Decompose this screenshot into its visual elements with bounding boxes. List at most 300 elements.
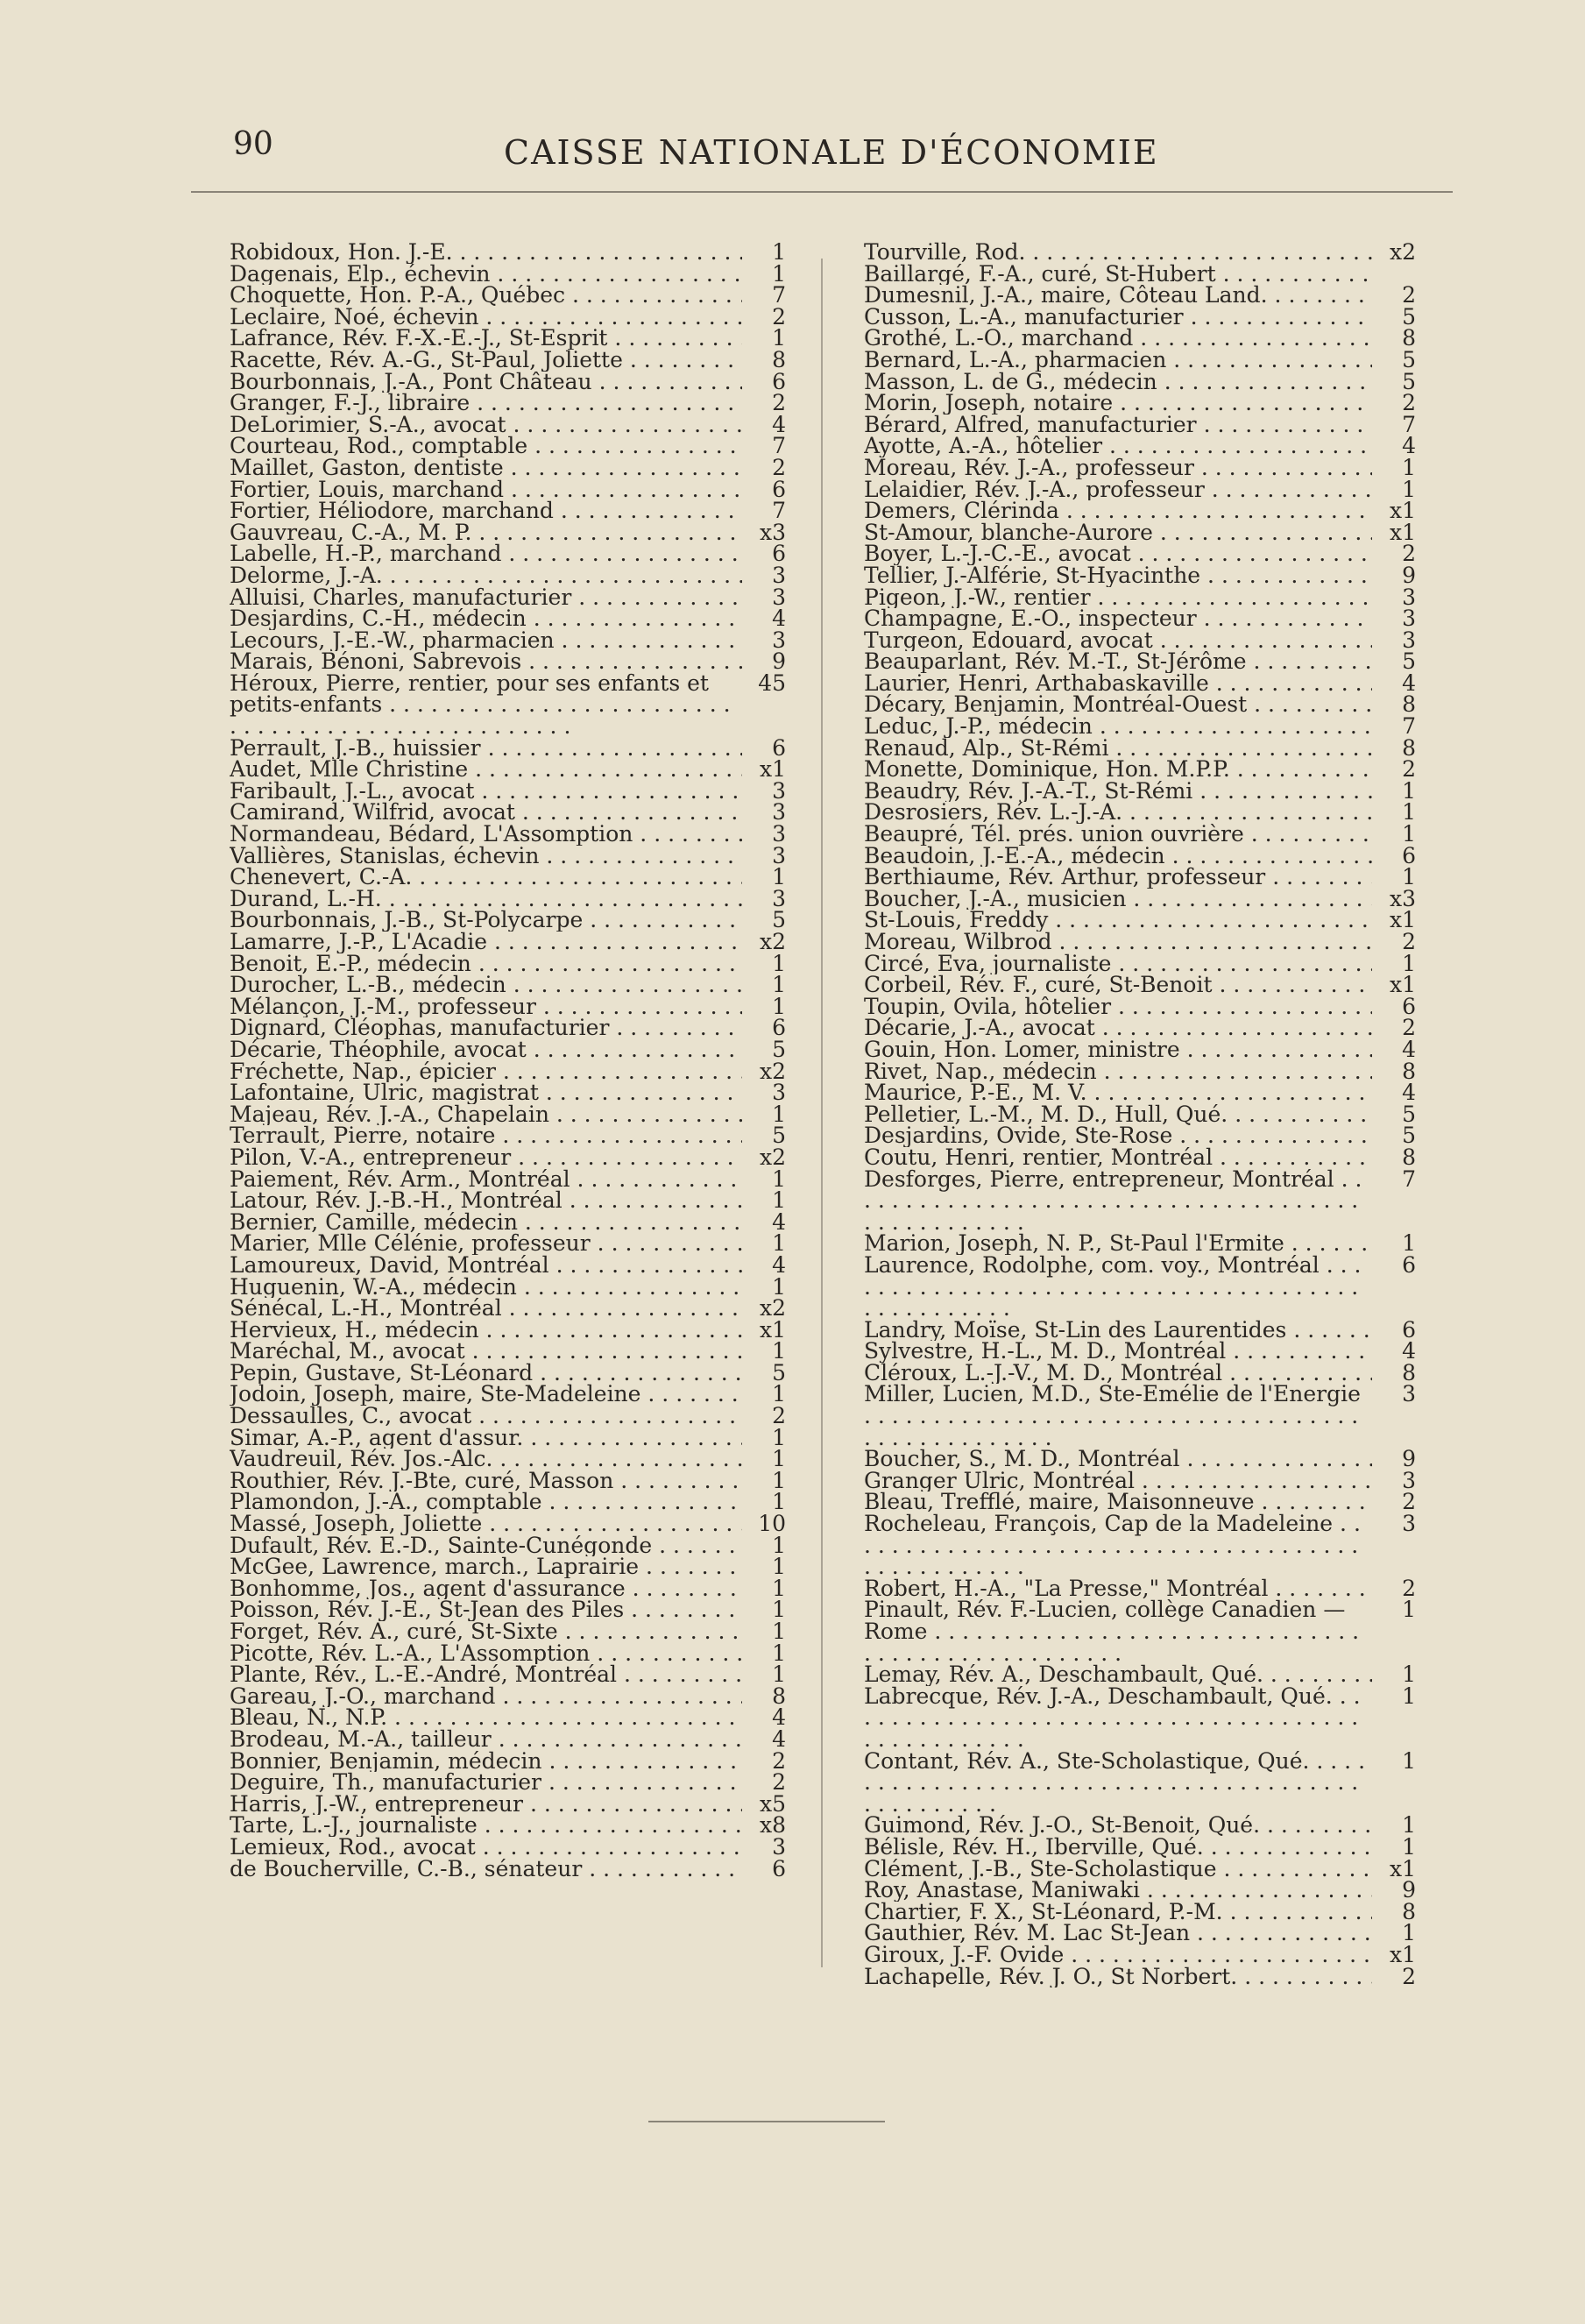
list-item [230, 390, 786, 416]
entry-count: x1 [1389, 972, 1416, 998]
right-column [864, 239, 1416, 1989]
entry-name: Beauparlant, Rév. M.-T., St-Jérôme . . . [864, 651, 1372, 673]
entry-name: Tourville, Rod. . . . [864, 242, 1372, 264]
entry-name: Pilon, V.-A., entrepreneur . . . [230, 1147, 742, 1169]
entry-count: 4 [772, 1251, 786, 1278]
entry-count: 8 [1402, 1359, 1416, 1385]
list-item [230, 1790, 786, 1817]
list-item [230, 584, 786, 610]
entry-count: 6 [772, 734, 786, 761]
entry-name: Toupin, Ovila, hôtelier . . . [864, 996, 1372, 1018]
entry-name: Demers, Clérinda . . . [864, 500, 1372, 522]
entry-count: 1 [1402, 476, 1416, 502]
list-item [864, 1575, 1416, 1601]
entry-count: 6 [1402, 1251, 1416, 1278]
entry-name: Dufault, Rév. E.-D., Sainte-Cunégonde . . . [230, 1535, 742, 1557]
entry-count: 1 [772, 993, 786, 1019]
entry-name: Harris, J.-W., entrepreneur . . . [230, 1794, 742, 1816]
entry-name: Vallières, Stanislas, échevin . . . [230, 846, 742, 868]
entry-name: Dumesnil, J.-A., maire, Côteau Land. . . . [864, 285, 1372, 307]
list-item [864, 1101, 1416, 1127]
list-item [864, 454, 1416, 480]
list-item [864, 1491, 1416, 1513]
entry-count: 1 [772, 1640, 786, 1666]
entry-name: Latour, Rév. J.-B.-H., Montréal . . . [230, 1190, 742, 1212]
entry-name: Plamondon, J.-A., comptable . . . [230, 1491, 742, 1513]
list-item [230, 670, 786, 738]
entry-name: Lecours, J.-E.-W., pharmacien . . . [230, 630, 742, 652]
entry-count: 5 [1402, 346, 1416, 372]
page-number: 90 [233, 126, 273, 162]
list-item [230, 543, 786, 565]
entry-name: Beaudry, Rév. J.-A.-T., St-Rémi . . . [864, 781, 1372, 803]
entry-name: Durand, L.-H. . . . [230, 889, 742, 910]
entry-name: Brodeau, M.-A., tailleur . . . [230, 1729, 742, 1751]
entry-name: Durocher, L.-B., médecin . . . [230, 974, 742, 996]
entry-count: 2 [1402, 282, 1416, 308]
entry-count: 1 [772, 1424, 786, 1450]
entry-name: Bourbonnais, J.-A., Pont Château . . . [230, 372, 742, 393]
entry-count: 5 [1402, 1123, 1416, 1149]
entry-name: Maurice, P.-E., M. V. . . . [864, 1082, 1372, 1104]
entry-count: 8 [1402, 1144, 1416, 1170]
list-item [864, 842, 1416, 868]
entry-count: 5 [772, 1359, 786, 1385]
entry-name: Audet, Mlle Christine . . . [230, 759, 742, 781]
entry-name: Bleau, N., N.P. . . . [230, 1707, 742, 1729]
list-item [864, 325, 1416, 351]
entry-name: Gareau, J.-O., marchand . . . [230, 1686, 742, 1708]
entry-count: 5 [772, 1036, 786, 1062]
entry-count: 5 [1402, 1101, 1416, 1127]
entry-count: x3 [1389, 885, 1416, 911]
list-item [864, 1467, 1416, 1493]
entry-count: 6 [772, 541, 786, 567]
entry-name: Fréchette, Nap., épicier . . . [230, 1061, 742, 1083]
entry-count: 8 [1402, 325, 1416, 351]
entry-name: Perrault, J.-B., huissier . . . [230, 738, 742, 760]
list-item [864, 1898, 1416, 1924]
entry-name: Roy, Anastase, Maniwaki . . . [864, 1880, 1372, 1902]
entry-name: Boucher, S., M. D., Montréal . . . [864, 1449, 1372, 1470]
list-item [230, 1424, 786, 1450]
list-item [230, 885, 786, 911]
list-item [864, 1338, 1416, 1364]
entry-count: 3 [1402, 584, 1416, 610]
header-rule [191, 191, 1453, 193]
entry-count: 4 [1402, 1338, 1416, 1364]
entry-name: Beaupré, Tél. prés. union ouvrière . . . [864, 824, 1372, 846]
entry-count: 1 [772, 1532, 786, 1558]
entry-name: Giroux, J.-F. Ovide . . . [864, 1945, 1372, 1966]
list-item [230, 368, 786, 394]
list-item [864, 1359, 1416, 1385]
entry-name: Forget, Rév. A., curé, St-Sixte . . . [230, 1621, 742, 1643]
entry-count: 4 [1402, 1080, 1416, 1106]
entry-count: 4 [772, 411, 786, 437]
entry-count: 1 [772, 1338, 786, 1364]
list-item [864, 519, 1416, 545]
entry-count: 1 [1402, 864, 1416, 890]
entry-name: Marier, Mlle Célénie, professeur . . . [230, 1233, 742, 1255]
list-item [230, 821, 786, 847]
list-item [230, 842, 786, 868]
entry-count: 1 [1402, 454, 1416, 480]
list-item [230, 1125, 786, 1147]
list-item [864, 433, 1416, 459]
entry-name: Jodoin, Joseph, maire, Ste-Madeleine . . . [230, 1384, 742, 1406]
entry-count: 3 [772, 777, 786, 804]
entry-count: 5 [772, 1123, 786, 1149]
entry-name: Miller, Lucien, M.D., Ste-Emélie de l'Energie . . . [864, 1384, 1372, 1449]
entry-name: Décarie, J.-A., avocat . . . [864, 1017, 1372, 1039]
entry-name: Marais, Bénoni, Sabrevois . . . [230, 651, 742, 673]
entry-count: 1 [1402, 1920, 1416, 1946]
list-item [230, 648, 786, 675]
list-item [864, 1747, 1416, 1816]
entry-count: x2 [759, 1058, 786, 1084]
entry-count: 1 [772, 1554, 786, 1580]
page-header [0, 126, 1585, 188]
list-item [230, 1316, 786, 1343]
entry-name: Picotte, Rév. L.-A., L'Assomption . . . [230, 1643, 742, 1665]
list-item [864, 282, 1416, 308]
list-item [864, 1963, 1416, 1989]
list-item [864, 777, 1416, 804]
entry-count: x8 [759, 1812, 786, 1839]
entry-name: Rocheleau, François, Cap de la Madeleine . . . [864, 1513, 1372, 1578]
entry-name: Leduc, J.-P., médecin . . . [864, 716, 1372, 738]
entry-count: 3 [1402, 1467, 1416, 1493]
entry-count: 6 [1402, 1316, 1416, 1343]
entry-count: 1 [772, 1273, 786, 1300]
list-item [864, 1381, 1416, 1449]
entry-count: 3 [772, 1833, 786, 1860]
entry-count: 1 [772, 1489, 786, 1515]
entry-name: Fortier, Louis, marchand . . . [230, 479, 742, 501]
list-item [230, 303, 786, 329]
entry-name: Faribault, J.-L., avocat . . . [230, 781, 742, 803]
list-item [230, 1513, 786, 1535]
list-item [230, 1640, 786, 1666]
entry-count: 1 [1402, 1662, 1416, 1688]
list-item [230, 1101, 786, 1127]
list-item [864, 1513, 1416, 1578]
entry-name: Bernard, L.-A., pharmacien . . . [864, 350, 1372, 372]
entry-name: Desrosiers, Rév. L.-J.-A. . . . [864, 802, 1372, 824]
entry-name: Granger Ulric, Montréal . . . [864, 1470, 1372, 1492]
entry-name: Monette, Dominique, Hon. M.P.P. . . . [864, 759, 1372, 781]
list-item [230, 1704, 786, 1731]
entry-name: McGee, Lawrence, march., Laprairie . . . [230, 1556, 742, 1578]
list-item [230, 1381, 786, 1407]
entry-count: 45 [758, 670, 786, 696]
entry-count: 3 [772, 885, 786, 911]
entry-name: Champagne, E.-O., inspecteur . . . [864, 608, 1372, 630]
entry-name: Guimond, Rév. J.-O., St-Benoit, Qué. . . . [864, 1815, 1372, 1837]
list-item [864, 1877, 1416, 1903]
list-item [864, 1855, 1416, 1881]
entry-count: 1 [1402, 950, 1416, 976]
entry-count: 4 [772, 606, 786, 632]
list-item [864, 1316, 1416, 1343]
entry-name: Desjardins, C.-H., médecin . . . [230, 608, 742, 630]
entry-name: Circé, Eva, journaliste . . . [864, 953, 1372, 975]
list-item [864, 1125, 1416, 1147]
entry-count: 3 [772, 584, 786, 610]
entry-name: Héroux, Pierre, rentier, pour ses enfants et petits-enfants . . . [230, 673, 742, 738]
entry-count: 2 [1402, 1015, 1416, 1041]
entry-count: 1 [1402, 1683, 1416, 1709]
entry-count: 8 [1402, 1058, 1416, 1084]
entry-count: x1 [1389, 1941, 1416, 1967]
entry-count: 8 [772, 346, 786, 372]
entry-name: Lamarre, J.-P., L'Acadie . . . [230, 932, 742, 953]
list-item [864, 627, 1416, 653]
entry-count: 1 [1402, 1230, 1416, 1257]
list-item [864, 691, 1416, 718]
list-item [230, 500, 786, 522]
entry-count: 4 [772, 1704, 786, 1731]
list-item [230, 1833, 786, 1860]
list-item [230, 1058, 786, 1084]
entry-count: 5 [1402, 648, 1416, 675]
entry-name: Courteau, Rod., comptable . . . [230, 436, 742, 457]
entry-name: Gauvreau, C.-A., M. P. . . . [230, 522, 742, 544]
entry-name: Lemieux, Rod., avocat . . . [230, 1837, 742, 1859]
entry-name: Majeau, Rév. J.-A., Chapelain . . . [230, 1104, 742, 1126]
list-item [230, 1467, 786, 1493]
entry-count: 1 [772, 1101, 786, 1127]
entry-count: 2 [772, 1403, 786, 1429]
entry-count: 8 [1402, 734, 1416, 761]
entry-count: 1 [1402, 1812, 1416, 1839]
entry-count: 2 [772, 1747, 786, 1774]
entry-count: 3 [1402, 606, 1416, 632]
entry-name: Berthiaume, Rév. Arthur, professeur . . . [864, 867, 1372, 889]
list-item [230, 1747, 786, 1774]
entry-count: 8 [772, 1683, 786, 1709]
list-item [864, 562, 1416, 588]
footer-rule [648, 2121, 885, 2122]
entry-count: 7 [772, 433, 786, 459]
list-item [864, 670, 1416, 696]
entry-count: 6 [1402, 993, 1416, 1019]
list-item [230, 239, 786, 265]
list-item [864, 1812, 1416, 1839]
entry-count: 2 [1402, 541, 1416, 567]
entry-count: 1 [772, 1166, 786, 1192]
entry-count: 1 [772, 1446, 786, 1472]
entry-name: Moreau, Wilbrod . . . [864, 932, 1372, 953]
list-item [230, 1621, 786, 1643]
entry-name: Racette, Rév. A.-G., St-Paul, Joliette . . . [230, 350, 742, 372]
entry-name: Alluisi, Charles, manufacturier . . . [230, 587, 742, 609]
entry-count: 9 [1402, 1446, 1416, 1472]
list-item [230, 1017, 786, 1039]
entry-name: Cusson, L.-A., manufacturier . . . [864, 307, 1372, 329]
entry-name: Camirand, Wilfrid, avocat . . . [230, 802, 742, 824]
list-item [864, 411, 1416, 437]
entry-count: 1 [772, 325, 786, 351]
list-item [230, 454, 786, 480]
list-item [230, 1575, 786, 1601]
list-item [230, 1036, 786, 1062]
list-item [864, 346, 1416, 372]
list-item [230, 1532, 786, 1558]
entry-count: 1 [772, 1619, 786, 1644]
list-item [230, 1556, 786, 1578]
entry-name: Lamoureux, David, Montréal . . . [230, 1255, 742, 1277]
list-item [230, 1769, 786, 1796]
entry-name: Lachapelle, Rév. J. O., St Norbert. . . . [864, 1966, 1372, 1988]
list-item [230, 1295, 786, 1321]
entry-count: 6 [1402, 842, 1416, 868]
entry-name: Massé, Joseph, Joliette . . . [230, 1513, 742, 1535]
list-item [864, 1446, 1416, 1472]
list-item [864, 799, 1416, 825]
entry-name: Bélisle, Rév. H., Iberville, Qué. . . . [864, 1837, 1372, 1859]
list-item [864, 1058, 1416, 1084]
list-item [864, 974, 1416, 996]
list-item [230, 1208, 786, 1235]
entry-count: x2 [1389, 239, 1416, 265]
list-item [864, 1230, 1416, 1257]
entry-name: Clément, J.-B., Ste-Scholastique . . . [864, 1859, 1372, 1881]
entry-name: Simar, A.-P., agent d'assur. . . . [230, 1428, 742, 1449]
entry-name: Beaudoin, J.-E.-A., médecin . . . [864, 846, 1372, 868]
entry-name: Boyer, L.-J.-C.-E., avocat . . . [864, 543, 1372, 565]
list-item [864, 390, 1416, 416]
entry-name: Pelletier, L.-M., M. D., Hull, Qué. . . . [864, 1104, 1372, 1126]
list-item [230, 993, 786, 1019]
list-item [864, 584, 1416, 610]
list-item [864, 1251, 1416, 1320]
list-item [230, 1273, 786, 1300]
list-item [864, 1683, 1416, 1751]
list-item [230, 519, 786, 545]
entry-count: 2 [1402, 1575, 1416, 1601]
entry-count: 7 [1402, 713, 1416, 740]
entry-count: 1 [1402, 1597, 1416, 1623]
entry-name: Plante, Rév., L.-E.-André, Montréal . . . [230, 1664, 742, 1686]
list-item [864, 734, 1416, 761]
entry-count: x2 [759, 929, 786, 954]
entry-name: Boucher, J.-A., musicien . . . [864, 889, 1372, 910]
entry-count: x1 [1389, 498, 1416, 524]
entry-name: Lelaidier, Rév. J.-A., professeur . . . [864, 479, 1372, 501]
entry-name: Chenevert, C.-A. . . . [230, 867, 742, 889]
entry-name: Pigeon, J.-W., rentier . . . [864, 587, 1372, 609]
list-item [230, 1166, 786, 1192]
entry-count: 2 [1402, 1489, 1416, 1515]
entry-count: 8 [1402, 691, 1416, 718]
list-item [230, 260, 786, 287]
entry-name: Desjardins, Ovide, Ste-Rose . . . [864, 1125, 1372, 1147]
list-item [864, 993, 1416, 1019]
entry-name: Bérard, Alfred, manufacturier . . . [864, 414, 1372, 436]
entry-count: 2 [1402, 756, 1416, 783]
entry-count: 3 [1402, 627, 1416, 653]
entry-count: 3 [1402, 1381, 1416, 1407]
entry-count: 1 [772, 1597, 786, 1623]
list-item [864, 1664, 1416, 1686]
list-item [230, 1403, 786, 1429]
entry-count: 3 [772, 821, 786, 847]
list-item [230, 929, 786, 954]
entry-name: Robidoux, Hon. J.-E. . . . [230, 242, 742, 264]
entry-name: Laurence, Rodolphe, com. voy., Montréal . . . [864, 1255, 1372, 1320]
entry-name: Dignard, Cléophas, manufacturier . . . [230, 1017, 742, 1039]
entry-count: 6 [772, 476, 786, 502]
entry-count: 2 [1402, 1963, 1416, 1989]
entry-count: 2 [772, 454, 786, 480]
entry-name: Cléroux, L.-J.-V., M. D., Montréal . . . [864, 1363, 1372, 1385]
list-item [864, 821, 1416, 847]
entry-name: DeLorimier, S.-A., avocat . . . [230, 414, 742, 436]
entry-count: 1 [772, 1575, 786, 1601]
entry-count: 2 [1402, 929, 1416, 954]
entry-name: Normandeau, Bédard, L'Assomption . . . [230, 824, 742, 846]
entry-name: Deguire, Th., manufacturier . . . [230, 1772, 742, 1794]
entry-name: Corbeil, Rév. F., curé, St-Benoit . . . [864, 974, 1372, 996]
entry-name: Gauthier, Rév. M. Lac St-Jean . . . [864, 1923, 1372, 1945]
entry-name: Leclaire, Noé, échevin . . . [230, 307, 742, 329]
entry-count: x1 [1389, 1855, 1416, 1881]
entry-count: 7 [772, 282, 786, 308]
entry-name: de Boucherville, C.-B., sénateur . . . [230, 1859, 742, 1881]
entry-count: 1 [772, 260, 786, 287]
entry-count: 7 [1402, 411, 1416, 437]
entry-name: Desforges, Pierre, entrepreneur, Montréal . . . [864, 1169, 1372, 1234]
list-item [230, 562, 786, 588]
entry-count: 3 [772, 627, 786, 653]
entry-count: 4 [772, 1208, 786, 1235]
list-item [230, 756, 786, 783]
entry-name: Sénécal, L.-H., Montréal . . . [230, 1298, 742, 1320]
list-item [864, 608, 1416, 630]
entry-name: Huguenin, W.-A., médecin . . . [230, 1277, 742, 1299]
entry-count: 4 [772, 1725, 786, 1752]
entry-count: 1 [772, 1230, 786, 1257]
entry-name: Granger, F.-J., libraire . . . [230, 393, 742, 414]
list-item [230, 282, 786, 308]
entry-name: Turgeon, Edouard, avocat . . . [864, 630, 1372, 652]
entry-name: Labrecque, Rév. J.-A., Deschambault, Qué. . . . [864, 1686, 1372, 1751]
entry-count: 3 [772, 562, 786, 588]
list-item [864, 756, 1416, 783]
entry-count: 6 [772, 368, 786, 394]
entry-count: 3 [772, 1080, 786, 1106]
entry-count: 5 [772, 907, 786, 933]
list-item [864, 1833, 1416, 1860]
entry-name: Pinault, Rév. F.-Lucien, collège Canadien — Rome . . . [864, 1599, 1372, 1664]
list-item [864, 713, 1416, 740]
entry-name: Lemay, Rév. A., Deschambault, Qué. . . . [864, 1664, 1372, 1686]
entry-name: Bonnier, Benjamin, médecin . . . [230, 1751, 742, 1773]
list-item [230, 907, 786, 933]
list-item [230, 1338, 786, 1364]
entry-count: 1 [772, 864, 786, 890]
list-item [864, 1036, 1416, 1062]
entry-name: Décary, Benjamin, Montréal-Ouest . . . [864, 694, 1372, 716]
entry-count: 1 [1402, 777, 1416, 804]
list-item [230, 734, 786, 761]
entry-count: 7 [772, 498, 786, 524]
list-item [230, 1251, 786, 1278]
entry-count: 1 [1402, 1833, 1416, 1860]
list-item [864, 864, 1416, 890]
